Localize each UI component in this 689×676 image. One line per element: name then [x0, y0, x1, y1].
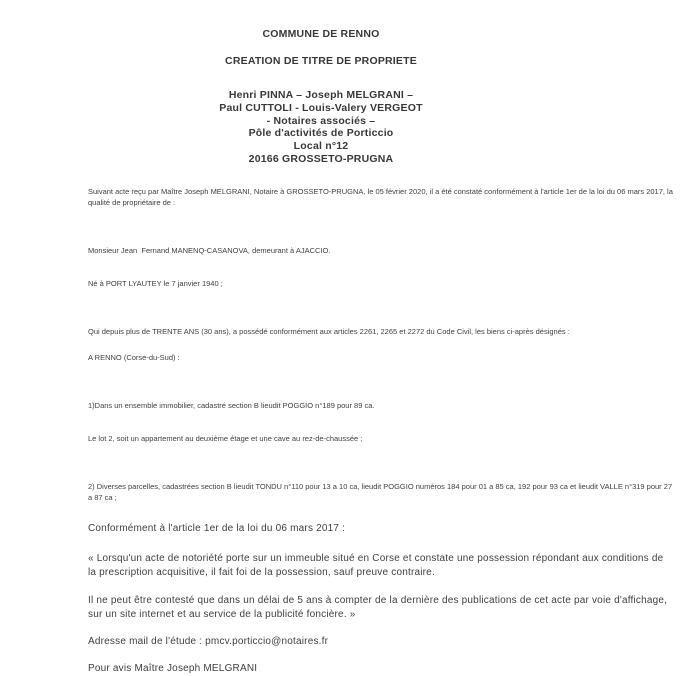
office-local-line: Local n°12 — [293, 140, 349, 153]
property1-lot-line: Le lot 2, soit un appartement au deuxième étage et une cave au rez-de-chaussée ; — [88, 433, 363, 443]
commune-title: COMMUNE DE RENNO — [262, 28, 380, 40]
owner-birth-line: Né à PORT LYAUTEY le 7 janvier 1940 ; — [88, 278, 223, 288]
document-body — [88, 186, 673, 676]
legal-quote-paragraph-2: Il ne peut être contesté que dans un délai de 5 ans à compter de la dernière des publications de cet acte par voie d'affichage, sur un site internet et au service de la publicité foncière. » — [88, 594, 671, 620]
notary-names-line-2: Paul CUTTOLI - Louis-Valery VERGEOT — [219, 101, 423, 114]
signature-line: Pour avis Maître Joseph MELGRANI — [88, 662, 258, 674]
possession-paragraph: Qui depuis plus de TRENTE ANS (30 ans), a possédé conformément aux articles 2261, 2265 et 2272 du Code Civil, les biens ci-après désignés : — [88, 326, 570, 336]
property1-paragraph — [88, 378, 673, 466]
office-address-line: Pôle d'activités de Porticcio — [248, 127, 394, 140]
act-title: CREATION DE TITRE DE PROPRIETE — [225, 55, 417, 67]
location-paragraph: A RENNO (Corse-du-Sud) : — [88, 352, 180, 362]
property1-description-line: 1)Dans un ensemble immobilier, cadastré section B lieudit POGGIO n°189 pour 89 ca. — [88, 400, 375, 410]
study-email-line: Adresse mail de l'étude : pmcv.porticcio@notaires.fr — [88, 635, 329, 647]
owner-identity-line: Monsieur Jean Fernand MANENQ-CASANOVA, demeurant à AJACCIO. — [88, 245, 331, 255]
office-city-line: 20166 GROSSETO-PRUGNA — [248, 152, 394, 165]
legal-quote-paragraph-1: « Lorsqu'un acte de notoriété porte sur un immeuble situé en Corse et constate une possession répondant aux conditions de la prescription acquisitive, il fait foi de la possession, sauf preuve contraire. — [88, 552, 667, 578]
notary-names-line-1: Henri PINNA – Joseph MELGRANI – — [228, 89, 414, 101]
notary-association-line: - Notaires associés – — [266, 114, 376, 127]
notary-office-block — [88, 89, 554, 166]
law-reference-paragraph: Conformément à l'article 1er de la loi du 06 mars 2017 : — [88, 522, 346, 534]
property2-paragraph: 2) Diverses parcelles, cadastrées section B lieudit TONDU n°110 pour 13 a 10 ca, lieudit POGGIO numéros 184 pour 01 a 85 ca, 192 pour 93 ca et lieudit VALLE n°319 pour 27 a 87 ca ; — [88, 481, 675, 502]
owner-paragraph — [88, 223, 673, 311]
intro-paragraph: Suivant acte reçu par Maître Joseph MELGRANI, Notaire à GROSSETO-PRUGNA, le 05 février 2020, il a été constaté conformément à l'article 1er de la loi du 06 mars 2017, la qualité de propriétaire de : — [88, 186, 675, 207]
document-header — [88, 28, 554, 166]
